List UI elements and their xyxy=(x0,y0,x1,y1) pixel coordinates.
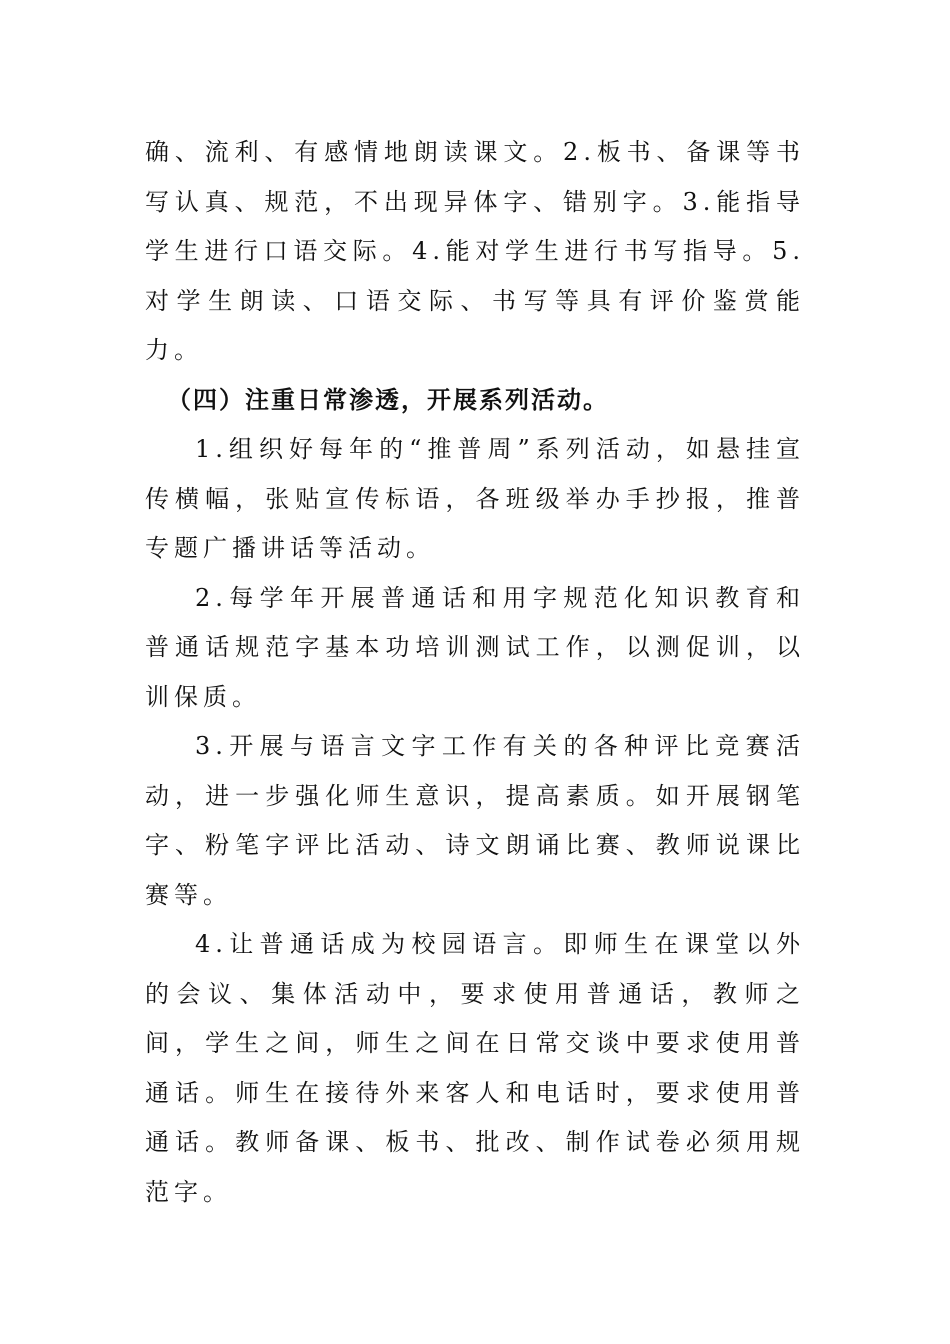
intro-paragraph: 确、流利、有感情地朗读课文。2.板书、备课等书写认真、规范，不出现异体字、错别字。3.能指导学生进行口语交际。4.能对学生进行书写指导。5.对学生朗读、口语交际、书写等具有评价鉴赏能力。 xyxy=(145,138,805,364)
list-item-2: 2.每学年开展普通话和用字规范化知识教育和普通话规范字基本功培训测试工作，以测促训，以训保质。 xyxy=(145,583,805,711)
list-item-1: 1.组织好每年的“推普周”系列活动，如悬挂宣传横幅，张贴宣传标语，各班级举办手抄报，推普专题广播讲话等活动。 xyxy=(145,435,805,562)
document-body xyxy=(145,128,805,1217)
list-item-4: 4.让普通话成为校园语言。即师生在课堂以外的会议、集体活动中，要求使用普通话，教师之间，学生之间，师生之间在日常交谈中要求使用普通话。师生在接待外来客人和电话时，要求使用普通话。教师备课、板书、批改、制作试卷必须用规范字。 xyxy=(145,930,805,1206)
section-heading: （四）注重日常渗透，开展系列活动。 xyxy=(167,385,609,414)
list-item-3: 3.开展与语言文字工作有关的各种评比竞赛活动，进一步强化师生意识，提高素质。如开展钢笔字、粉笔字评比活动、诗文朗诵比赛、教师说课比赛等。 xyxy=(145,732,805,909)
